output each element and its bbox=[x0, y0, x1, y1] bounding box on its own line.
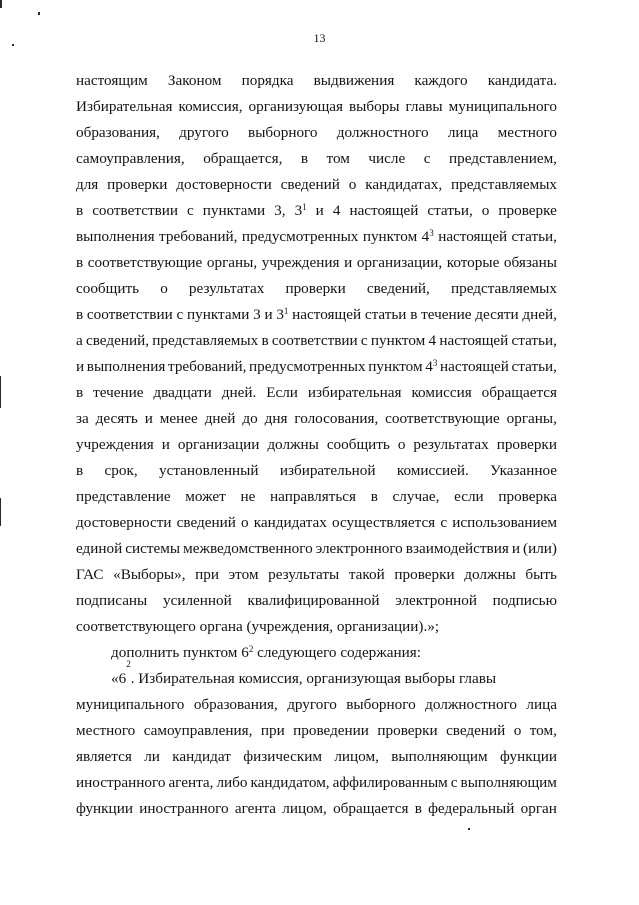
text-word: которые bbox=[446, 254, 500, 271]
text-word: выполняющим bbox=[391, 748, 488, 765]
text-segment: проверки bbox=[285, 280, 346, 297]
text-word: функции bbox=[500, 748, 557, 765]
text-segment: направляться bbox=[270, 488, 356, 505]
scan-mark bbox=[38, 12, 40, 15]
text-word: иностранного bbox=[139, 800, 229, 817]
text-word: сведений bbox=[280, 176, 340, 193]
text-word: организации bbox=[177, 436, 260, 453]
text-line bbox=[76, 201, 557, 221]
text-word: достоверности bbox=[76, 514, 172, 531]
text-word: 4 bbox=[428, 332, 437, 349]
superscript: 2 bbox=[248, 644, 254, 654]
text-word: о bbox=[481, 202, 490, 219]
text-segment: в bbox=[76, 462, 84, 479]
text-word: настоящей bbox=[438, 228, 508, 245]
text-segment: может bbox=[185, 488, 226, 505]
text-word: организующая bbox=[248, 98, 343, 115]
text-word: с bbox=[360, 332, 368, 349]
text-word: образования, bbox=[193, 696, 278, 713]
text-segment: порядка bbox=[241, 72, 294, 89]
text-word: в bbox=[410, 306, 418, 323]
text-segment: . Избирательная комиссия, организующая выборы главы bbox=[130, 670, 497, 687]
text-word: представляемых bbox=[451, 176, 557, 193]
text-segment: другого bbox=[179, 124, 229, 141]
text-word: кандидат bbox=[172, 748, 231, 765]
text-segment: «6 bbox=[111, 670, 127, 687]
text-line bbox=[76, 383, 557, 403]
text-word: учреждения bbox=[261, 254, 340, 271]
text-segment: подписью bbox=[492, 592, 557, 609]
text-line bbox=[76, 409, 557, 429]
text-word: взаимодействия bbox=[405, 540, 509, 557]
text-segment: представлением, bbox=[448, 150, 557, 167]
text-segment: случае, bbox=[392, 488, 440, 505]
text-segment: настоящим bbox=[76, 72, 148, 89]
text-word: с bbox=[187, 202, 194, 219]
text-segment: Указанное bbox=[490, 462, 557, 479]
text-word: дня bbox=[264, 410, 288, 427]
text-line bbox=[76, 175, 557, 195]
text-word: проведении bbox=[293, 722, 369, 739]
text-segment: если bbox=[454, 488, 484, 505]
text-word: соответствии bbox=[86, 306, 173, 323]
text-word: такой bbox=[348, 566, 385, 583]
text-word: выборы bbox=[348, 98, 400, 115]
text-word: лицом, bbox=[334, 748, 379, 765]
text-word: в bbox=[76, 202, 84, 219]
text-word: является bbox=[76, 748, 132, 765]
text-segment: сообщить bbox=[76, 280, 140, 297]
text-word: этом bbox=[228, 566, 259, 583]
text-word: настоящей bbox=[349, 202, 419, 219]
text-line bbox=[76, 565, 557, 585]
text-word: орган bbox=[520, 800, 557, 817]
text-segment: соответствующего органа (учреждения, организации).»; bbox=[76, 618, 440, 635]
text-line bbox=[76, 71, 557, 91]
text-word: о bbox=[513, 722, 522, 739]
text-word: сообщить bbox=[326, 436, 390, 453]
text-word: настоящей bbox=[439, 332, 509, 349]
text-line bbox=[76, 487, 557, 507]
text-word: обращается bbox=[333, 800, 409, 817]
text-word: 3 bbox=[253, 306, 261, 323]
text-word: комиссия, bbox=[178, 98, 243, 115]
text-word: должностного bbox=[425, 696, 517, 713]
text-word: за bbox=[76, 410, 89, 427]
text-word: избирательная bbox=[307, 384, 402, 401]
text-line bbox=[76, 799, 557, 819]
text-line bbox=[76, 97, 557, 117]
text-line bbox=[76, 695, 557, 715]
text-word: и bbox=[76, 358, 85, 375]
text-word: сведений bbox=[176, 514, 236, 531]
text-word: проверки bbox=[496, 436, 557, 453]
text-segment: Законом bbox=[167, 72, 222, 89]
text-word: в bbox=[261, 332, 269, 349]
text-word: и bbox=[344, 254, 353, 271]
superscript: 3 bbox=[432, 358, 438, 368]
text-word: организации, bbox=[356, 254, 443, 271]
text-word: голосования, bbox=[294, 410, 379, 427]
text-word: «Выборы», bbox=[113, 566, 186, 583]
text-segment: выборного bbox=[248, 124, 318, 141]
text-word: десять bbox=[95, 410, 138, 427]
text-word: электронного bbox=[315, 540, 403, 557]
text-segment: подписаны bbox=[76, 592, 148, 609]
text-line bbox=[76, 123, 557, 143]
text-word: учреждения bbox=[76, 436, 154, 453]
scan-mark bbox=[0, 376, 1, 408]
superscript: 1 bbox=[302, 202, 307, 212]
text-word: и bbox=[144, 410, 153, 427]
text-word: соответствующие bbox=[87, 254, 203, 271]
text-word: в bbox=[76, 306, 84, 323]
text-word: требований, bbox=[159, 228, 238, 245]
text-word: главы bbox=[405, 98, 443, 115]
text-word: пунктами bbox=[202, 202, 266, 219]
text-segment: кандидата. bbox=[487, 72, 557, 89]
text-word: 4 bbox=[332, 202, 341, 219]
text-word: дней, bbox=[522, 306, 557, 323]
text-segment: каждого bbox=[414, 72, 468, 89]
text-segment: результатах bbox=[188, 280, 265, 297]
text-word: ГАС bbox=[76, 566, 104, 583]
text-segment: комиссией. bbox=[396, 462, 469, 479]
text-word: дней bbox=[204, 410, 236, 427]
text-word: выборного bbox=[346, 696, 416, 713]
text-word: представляемых bbox=[152, 332, 259, 349]
text-segment: срок, bbox=[104, 462, 138, 479]
text-word: статьи, bbox=[427, 202, 473, 219]
text-line bbox=[76, 773, 557, 793]
text-word: с bbox=[440, 514, 448, 531]
text-line bbox=[76, 461, 557, 481]
text-segment: установленный bbox=[159, 462, 259, 479]
text-word: о bbox=[397, 436, 406, 453]
text-segment: о bbox=[160, 280, 168, 297]
text-word: физическим bbox=[243, 748, 322, 765]
text-line bbox=[76, 747, 557, 767]
text-word: десяти bbox=[475, 306, 519, 323]
text-word: органы, bbox=[206, 254, 258, 271]
text-word: функции bbox=[76, 800, 133, 817]
text-segment: самоуправления, bbox=[76, 150, 185, 167]
text-line bbox=[76, 305, 557, 325]
text-word: достоверности bbox=[176, 176, 272, 193]
text-word: пунктом bbox=[362, 228, 418, 245]
text-word: лица bbox=[526, 696, 557, 713]
text-word: обязаны bbox=[503, 254, 557, 271]
text-word: комиссия bbox=[411, 384, 472, 401]
text-segment: сведений, bbox=[366, 280, 430, 297]
text-word: до bbox=[242, 410, 258, 427]
text-segment: дополнить пунктом 6 bbox=[111, 644, 249, 661]
text-word: системы bbox=[125, 540, 181, 557]
text-word: для bbox=[76, 176, 99, 193]
text-line bbox=[111, 643, 421, 663]
text-line bbox=[76, 721, 557, 741]
text-word: в bbox=[76, 384, 84, 401]
text-word: агента, bbox=[168, 774, 214, 791]
text-word: Если bbox=[266, 384, 298, 401]
text-word: должны bbox=[267, 436, 319, 453]
text-word: статьи, bbox=[511, 332, 557, 349]
text-segment: числе bbox=[368, 150, 406, 167]
text-word: и bbox=[315, 202, 324, 219]
text-segment: обращается, bbox=[203, 150, 283, 167]
text-word: настоящей bbox=[292, 306, 362, 323]
text-word: межведомственного bbox=[183, 540, 313, 557]
text-line bbox=[111, 659, 557, 689]
text-word: проверки bbox=[107, 176, 168, 193]
text-word: двадцати bbox=[153, 384, 212, 401]
text-word: муниципального bbox=[76, 696, 185, 713]
text-segment: электронной bbox=[395, 592, 477, 609]
text-word: выполнения bbox=[86, 358, 166, 375]
text-segment: усиленной bbox=[162, 592, 232, 609]
text-word: результатах bbox=[413, 436, 489, 453]
scan-mark bbox=[0, 0, 2, 8]
text-line bbox=[76, 357, 557, 377]
text-word: $4^3$ bbox=[421, 228, 434, 245]
text-line bbox=[76, 617, 439, 637]
text-word: должны bbox=[464, 566, 516, 583]
text-segment: в bbox=[300, 150, 309, 167]
text-word: требований, bbox=[168, 358, 247, 375]
text-segment: представление bbox=[76, 488, 171, 505]
text-word: о bbox=[241, 514, 249, 531]
superscript: 2 bbox=[126, 659, 131, 669]
text-word: течение bbox=[93, 384, 144, 401]
text-word: $3^1$ bbox=[276, 306, 289, 323]
text-word: либо bbox=[216, 774, 248, 791]
text-word: другого bbox=[287, 696, 337, 713]
text-word: менее bbox=[159, 410, 198, 427]
text-word: (или) bbox=[523, 540, 557, 557]
text-word: соответствии bbox=[92, 202, 179, 219]
text-line bbox=[76, 513, 557, 533]
text-word: выполнения bbox=[76, 228, 155, 245]
text-word: агента bbox=[234, 800, 277, 817]
text-word: настоящей bbox=[439, 358, 509, 375]
text-segment: лица bbox=[447, 124, 479, 141]
text-segment: проверка bbox=[498, 488, 557, 505]
text-segment: в bbox=[370, 488, 378, 505]
text-word: а bbox=[76, 332, 83, 349]
text-word: $3^1$ bbox=[294, 202, 307, 219]
text-word: и bbox=[161, 436, 170, 453]
text-word: соответствующие bbox=[385, 410, 500, 427]
text-word: течение bbox=[421, 306, 472, 323]
text-word: пунктами bbox=[187, 306, 250, 323]
text-word: статьи, bbox=[511, 358, 557, 375]
text-segment: том bbox=[326, 150, 350, 167]
superscript: 3 bbox=[429, 228, 434, 238]
text-word: $4^3$ bbox=[425, 358, 438, 375]
text-line bbox=[76, 149, 557, 169]
text-word: осуществляется bbox=[332, 514, 436, 531]
text-line bbox=[76, 539, 557, 559]
text-word: при bbox=[195, 566, 220, 583]
text-word: местного bbox=[76, 722, 136, 739]
text-word: в bbox=[414, 800, 422, 817]
scan-mark bbox=[0, 498, 1, 526]
text-line bbox=[76, 591, 557, 611]
scan-mark bbox=[12, 44, 14, 46]
text-word: пунктом bbox=[368, 358, 423, 375]
text-word: органы, bbox=[506, 410, 557, 427]
text-word: предусмотренных bbox=[241, 228, 359, 245]
text-word: выполняющим bbox=[460, 774, 557, 791]
text-word: дней. bbox=[221, 384, 257, 401]
text-segment: избирательной bbox=[279, 462, 376, 479]
text-word: самоуправления, bbox=[143, 722, 253, 739]
text-word: предусмотренных bbox=[249, 358, 366, 375]
text-word: федеральный bbox=[428, 800, 515, 817]
text-segment: выдвижения bbox=[313, 72, 395, 89]
text-word: с bbox=[176, 306, 184, 323]
text-word: использованием bbox=[452, 514, 557, 531]
text-word: проверки bbox=[394, 566, 455, 583]
scan-mark bbox=[468, 828, 470, 830]
text-word: статьи bbox=[364, 306, 407, 323]
text-segment: местного bbox=[497, 124, 557, 141]
text-word: аффилированным bbox=[332, 774, 448, 791]
text-word: проверке bbox=[498, 202, 557, 219]
text-line bbox=[76, 435, 557, 455]
text-segment: следующего содержания: bbox=[253, 644, 421, 661]
text-word: результаты bbox=[268, 566, 340, 583]
text-segment: с bbox=[423, 150, 431, 167]
text-word: статьи, bbox=[511, 228, 557, 245]
text-word: с bbox=[450, 774, 458, 791]
text-word: сведений bbox=[446, 722, 506, 739]
text-segment: образования, bbox=[76, 124, 160, 141]
text-word: кандидатах bbox=[253, 514, 327, 531]
text-word: и bbox=[264, 306, 273, 323]
text-word: том, bbox=[529, 722, 557, 739]
text-segment: не bbox=[240, 488, 256, 505]
text-word: 3, bbox=[274, 202, 286, 219]
text-word: в bbox=[76, 254, 84, 271]
text-word: кандидатом, bbox=[250, 774, 330, 791]
text-segment: должностного bbox=[336, 124, 429, 141]
text-word: при bbox=[260, 722, 285, 739]
text-word: кандидатах, bbox=[365, 176, 443, 193]
text-word: ли bbox=[144, 748, 160, 765]
text-word: пунктом bbox=[370, 332, 426, 349]
text-line bbox=[76, 227, 557, 247]
text-line bbox=[76, 331, 557, 351]
text-segment: представляемых bbox=[451, 280, 557, 297]
text-line bbox=[76, 253, 557, 273]
text-word: муниципального bbox=[448, 98, 557, 115]
page-number: 13 bbox=[313, 31, 326, 45]
text-word: соответствии bbox=[271, 332, 358, 349]
text-word: о bbox=[348, 176, 357, 193]
text-word: проверки bbox=[377, 722, 438, 739]
text-word: быть bbox=[525, 566, 557, 583]
text-segment: квалифицированной bbox=[247, 592, 380, 609]
text-word: сведений, bbox=[85, 332, 149, 349]
text-word: Избирательная bbox=[76, 98, 173, 115]
text-line bbox=[76, 279, 557, 299]
text-word: иностранного bbox=[76, 774, 166, 791]
text-word: лицом, bbox=[282, 800, 327, 817]
superscript: 1 bbox=[283, 306, 289, 316]
text-word: единой bbox=[76, 540, 123, 557]
text-word: и bbox=[511, 540, 521, 557]
text-word: обращается bbox=[481, 384, 557, 401]
